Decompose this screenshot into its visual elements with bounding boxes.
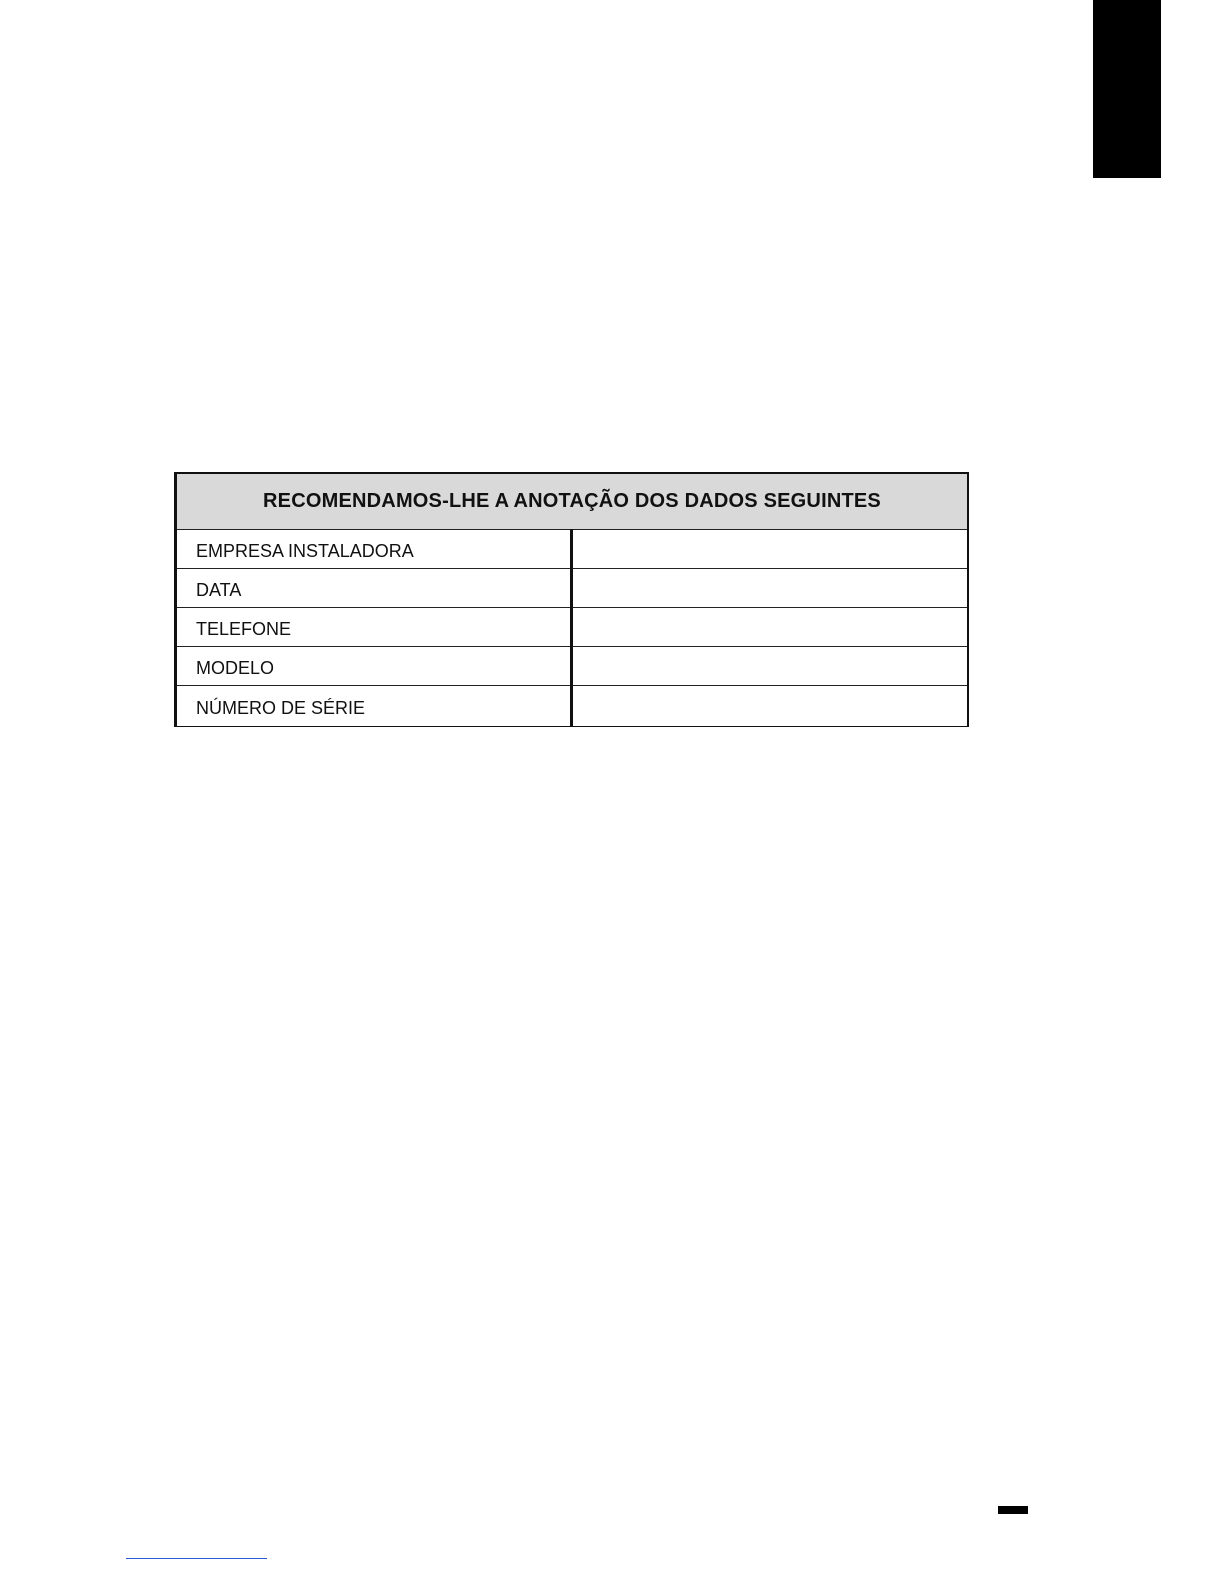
row-value-field[interactable] [572,569,968,608]
row-label: EMPRESA INSTALADORA [176,530,572,569]
side-tab-marker [1093,0,1161,178]
table-header: RECOMENDAMOS-LHE A ANOTAÇÃO DOS DADOS SEGUINTES [176,473,969,530]
row-value-field[interactable] [572,686,968,727]
row-value-field[interactable] [572,647,968,686]
table-row-modelo [176,647,969,686]
row-value-field[interactable] [572,608,968,647]
row-label: DATA [176,569,572,608]
table-row-empresa-instaladora [176,530,969,569]
row-value-field[interactable] [572,530,968,569]
table-row-numero-de-serie [176,686,969,727]
table-row-telefone [176,608,969,647]
row-label: MODELO [176,647,572,686]
installation-data-table [174,472,969,727]
row-label: NÚMERO DE SÉRIE [176,686,572,727]
page-number-marker [998,1506,1028,1514]
table-row-data [176,569,969,608]
footer-rule [126,1558,267,1559]
row-label: TELEFONE [176,608,572,647]
